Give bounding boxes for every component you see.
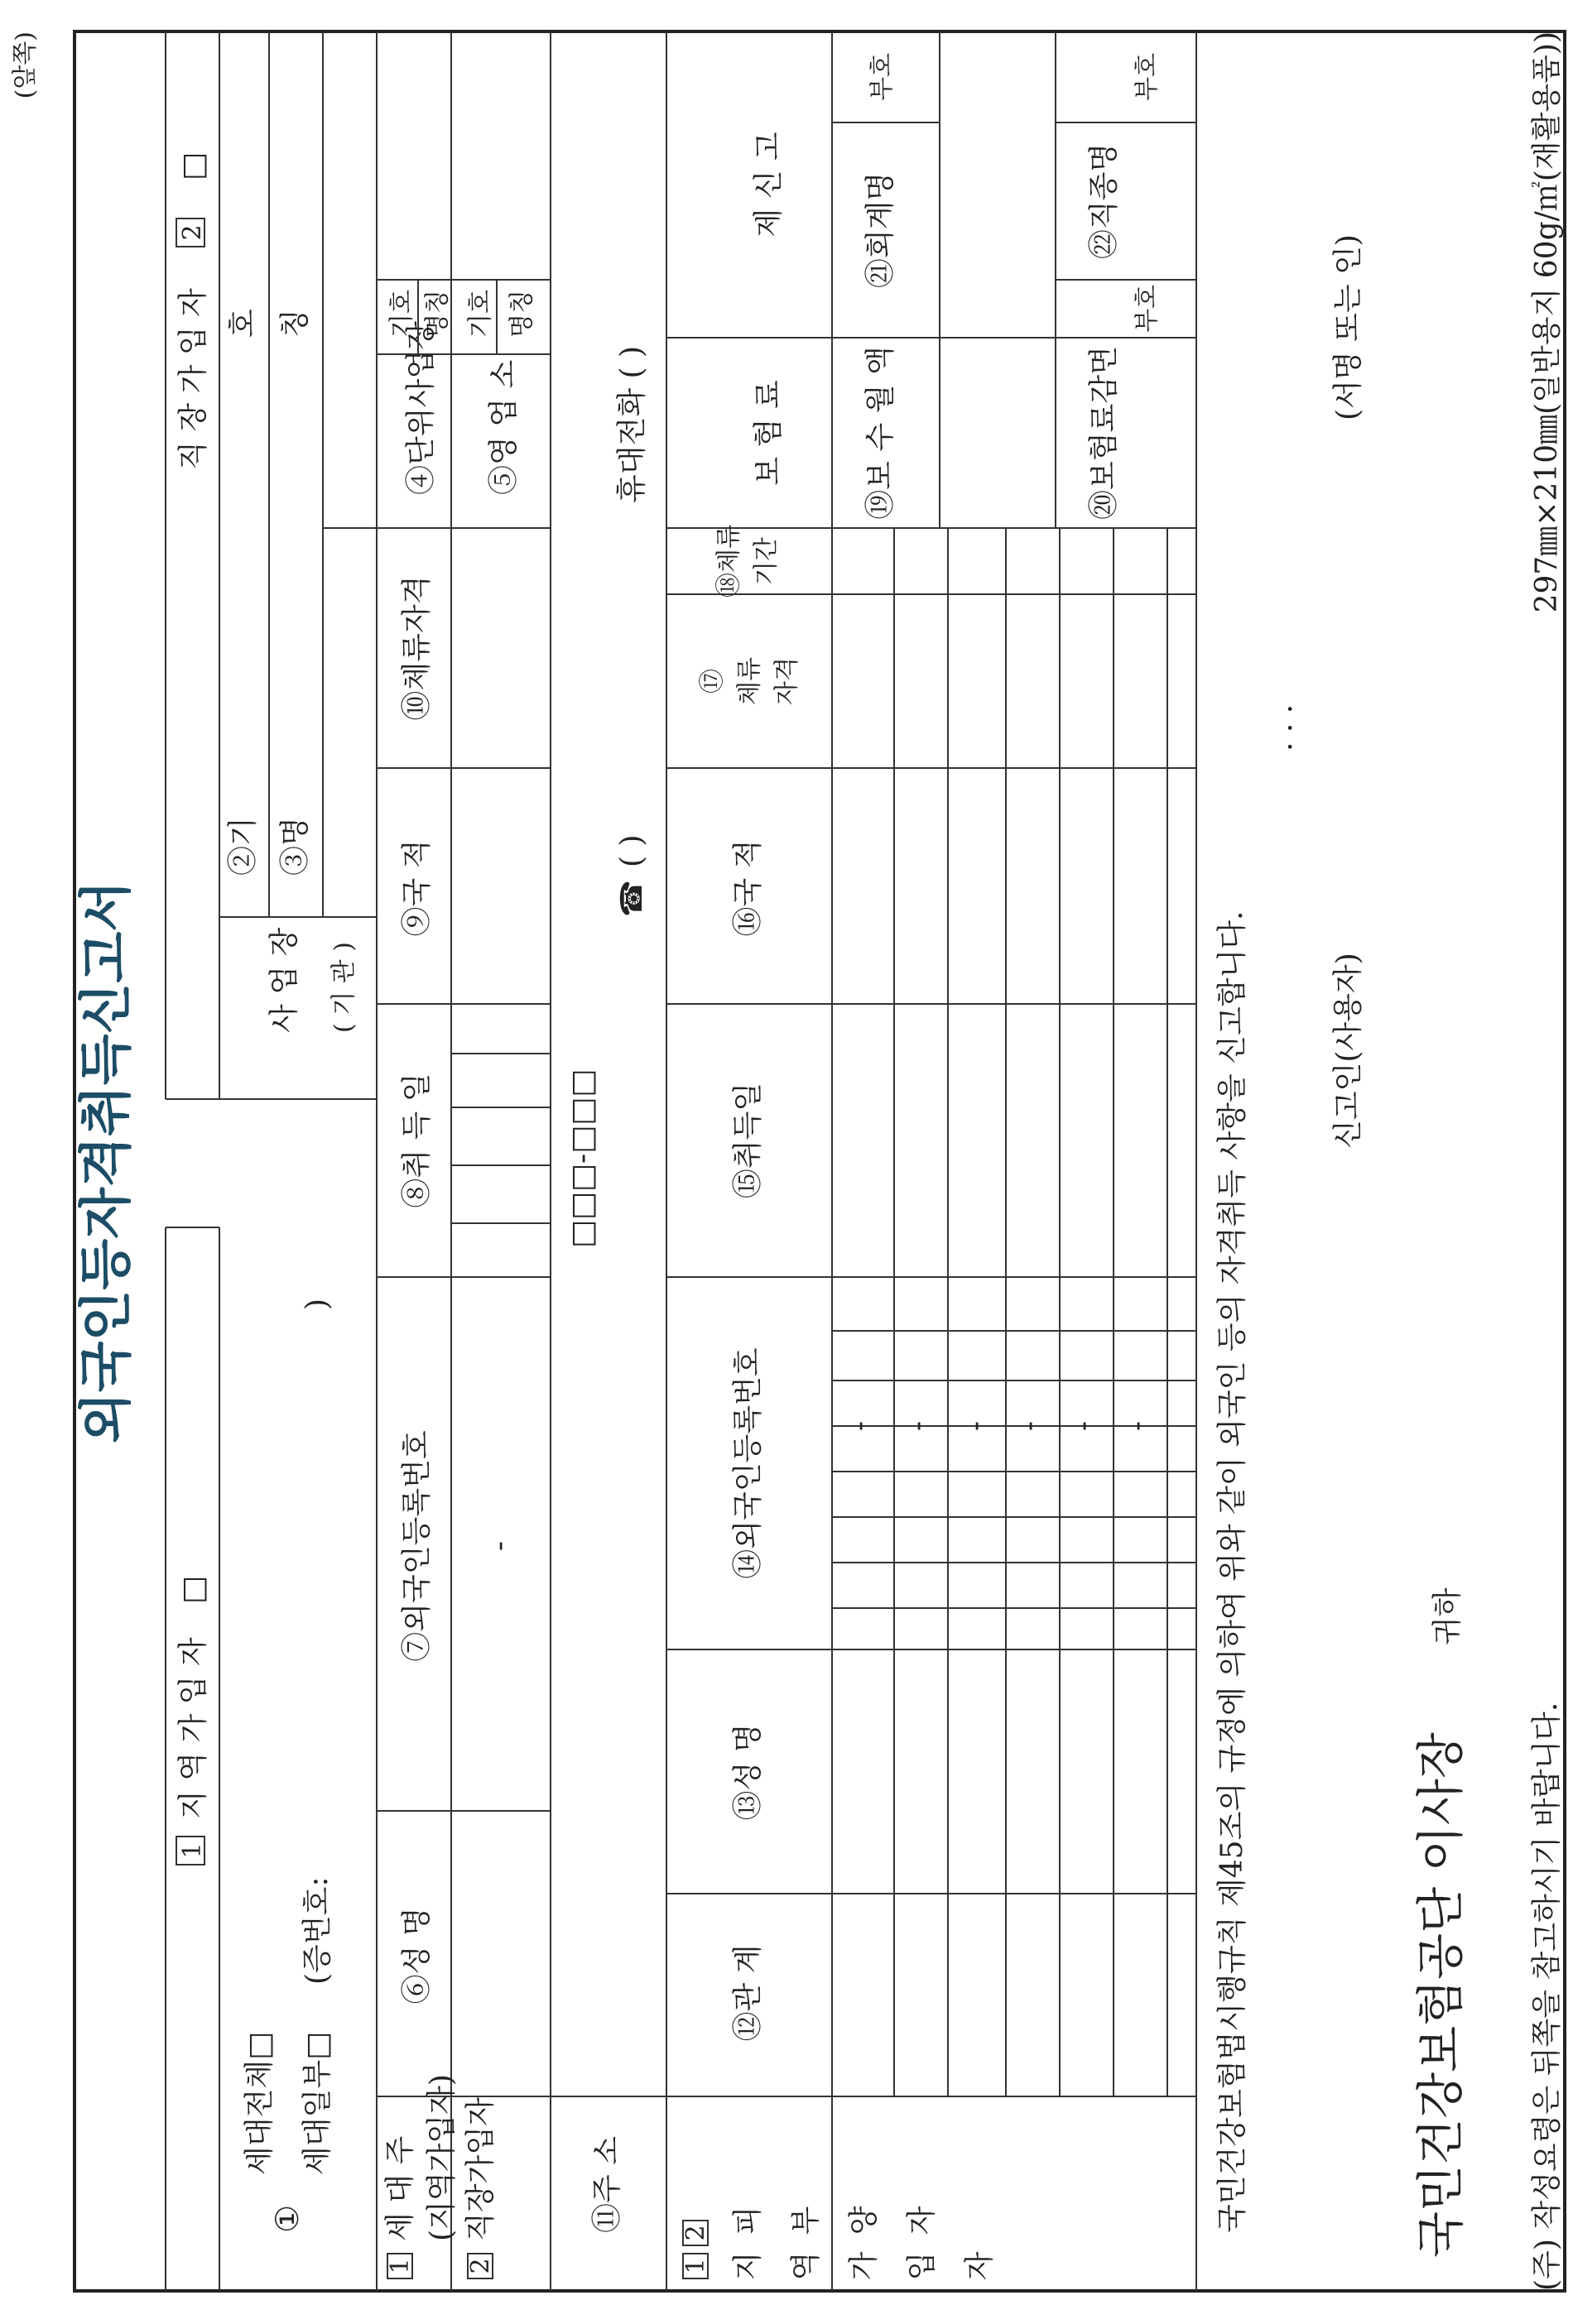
svg-text:자: 자 <box>963 2251 997 2281</box>
section2-num: 2 <box>178 224 207 241</box>
section1-label: 지 역 가 입 자 <box>176 1637 210 1819</box>
svg-text:-: - <box>959 1420 993 1432</box>
footnote: (주) 작성요령은 뒤쪽을 참고하시기 바랍니다. <box>1530 1702 1564 2291</box>
dep-reduction: ⑳보험료감면 <box>1087 346 1121 520</box>
svg-text:기간: 기간 <box>752 537 781 585</box>
head-stay-status: ⑩체류자격 <box>400 575 434 721</box>
dep-report: 제 신 고 <box>752 132 786 238</box>
section2-name-suffix: 칭 <box>278 309 312 338</box>
item1-marker: ① <box>269 2204 305 2233</box>
svg-text:자격: 자격 <box>772 657 801 705</box>
phone-icon: ☎ <box>615 880 649 917</box>
dep-accounting-code: 부호 <box>868 53 897 101</box>
hh-line3: 직장가입자 <box>464 2097 498 2241</box>
household-part[interactable]: 세대일부□ <box>301 2031 334 2175</box>
dep-job-code: 부호 <box>1133 53 1162 101</box>
hh-line2: (지역가입자) <box>425 2074 459 2241</box>
svg-text:⑱체류: ⑱체류 <box>714 525 743 598</box>
head-reg-dash: - <box>483 1540 517 1552</box>
head-acq-date: ⑧취 득 일 <box>400 1073 434 1208</box>
dep-premium: 보 험 료 <box>752 380 786 486</box>
dep-side-label-left <box>731 2251 997 2280</box>
section2-label: 직 장 가 입 자 <box>176 288 210 470</box>
dep-num1: 1 <box>681 2258 710 2274</box>
dep-reduction-code: 부호 <box>1133 285 1162 333</box>
svg-text:자: 자 <box>905 2206 939 2235</box>
hh-num2: 2 <box>466 2258 495 2274</box>
business-paren: ( 기 관 ) <box>330 942 358 1033</box>
section1-num: 1 <box>178 1842 207 1859</box>
unit-site-name: 명칭 <box>423 290 452 338</box>
section2-name: ③명 <box>278 817 312 876</box>
section2-symbol-suffix: 호 <box>226 309 260 338</box>
signature-label: (서명 또는 인) <box>1331 234 1365 420</box>
section1-checkbox[interactable]: □ <box>176 1575 210 1604</box>
svg-text:지: 지 <box>731 2251 765 2281</box>
hh-line1: 세 대 주 <box>383 2135 417 2241</box>
household-all[interactable]: 세대전체□ <box>243 2031 277 2175</box>
section2-symbol: ②기 <box>226 817 260 876</box>
phone-value: ( ) <box>615 834 649 867</box>
svg-text:-: - <box>1120 1420 1154 1432</box>
svg-text:가: 가 <box>847 2251 881 2281</box>
corner-label: (앞쪽) <box>11 31 40 99</box>
dep-reg-no: ⑭외국인등록번호 <box>731 1347 765 1579</box>
section2-checkbox[interactable]: □ <box>176 151 210 180</box>
cert-no-label: (증번호: <box>301 1876 334 1985</box>
unit-site-symbol: 기호 <box>387 290 416 338</box>
head-reg-no: ⑦외국인등록번호 <box>400 1430 434 1662</box>
svg-text:⑰: ⑰ <box>698 669 727 694</box>
recipient-suffix: 귀하 <box>1431 1587 1465 1645</box>
svg-text:-: - <box>1013 1420 1046 1432</box>
business-grid <box>219 31 377 917</box>
svg-text:부: 부 <box>789 2206 823 2235</box>
unit-site-label: ④단위사업장 <box>404 321 438 495</box>
dep-nationality: ⑯국 적 <box>731 839 765 937</box>
date-dots: . . . <box>1265 703 1299 751</box>
svg-text:체류: 체류 <box>735 657 764 705</box>
dep-num2: 2 <box>681 2225 710 2241</box>
declaration-text: 국민건강보험법시행규칙 제45조의 규정에 의하여 위와 같이 외국인 등의 자격취득 사항을 신고합니다. <box>1215 910 1249 2233</box>
dep-accounting: ㉑회계명 <box>863 171 897 289</box>
dep-job: ㉒직종명 <box>1087 142 1121 260</box>
reporter-label: 신고인(사용자) <box>1331 953 1365 1149</box>
office-name: 명칭 <box>507 290 536 338</box>
address-postal: □□□-□□□ <box>565 1068 599 1248</box>
paper-size: 297㎜×210㎜(일반용지 60g/㎡(재활용품)) <box>1530 31 1564 613</box>
svg-text:양: 양 <box>847 2206 881 2235</box>
head-name: ⑥성 명 <box>400 1907 434 2005</box>
svg-text:입: 입 <box>905 2251 939 2281</box>
hh-num1: 1 <box>386 2258 415 2274</box>
form-title: 외국인등자격취득신고서 <box>76 880 137 1444</box>
cert-no-close: ) <box>301 1298 334 1310</box>
mobile-phone: 휴대전화 ( ) <box>615 345 649 503</box>
svg-text:-: - <box>901 1420 935 1432</box>
svg-text:-: - <box>843 1420 877 1432</box>
dep-name: ⑬성 명 <box>731 1723 765 1821</box>
address-label: ⑪주 소 <box>590 2136 624 2233</box>
office-label: ⑤영 업 소 <box>487 359 521 495</box>
svg-text:피: 피 <box>731 2206 765 2235</box>
business-label: 사 업 장 <box>267 927 301 1033</box>
svg-text:역: 역 <box>789 2251 823 2281</box>
dep-stay-status <box>698 657 801 705</box>
dep-acq-date: ⑮취득일 <box>731 1082 765 1199</box>
dep-stay-period <box>714 525 781 598</box>
svg-text:-: - <box>1066 1420 1100 1432</box>
dep-relation: ⑫관 계 <box>731 1944 765 2042</box>
dep-side-label <box>731 2206 939 2235</box>
dep-monthly-pay: ⑲보 수 월 액 <box>863 346 897 520</box>
office-symbol: 기호 <box>466 290 495 338</box>
recipient: 국민건강보험공단 이사장 <box>1412 1732 1469 2258</box>
head-nationality: ⑨국 적 <box>400 839 434 937</box>
